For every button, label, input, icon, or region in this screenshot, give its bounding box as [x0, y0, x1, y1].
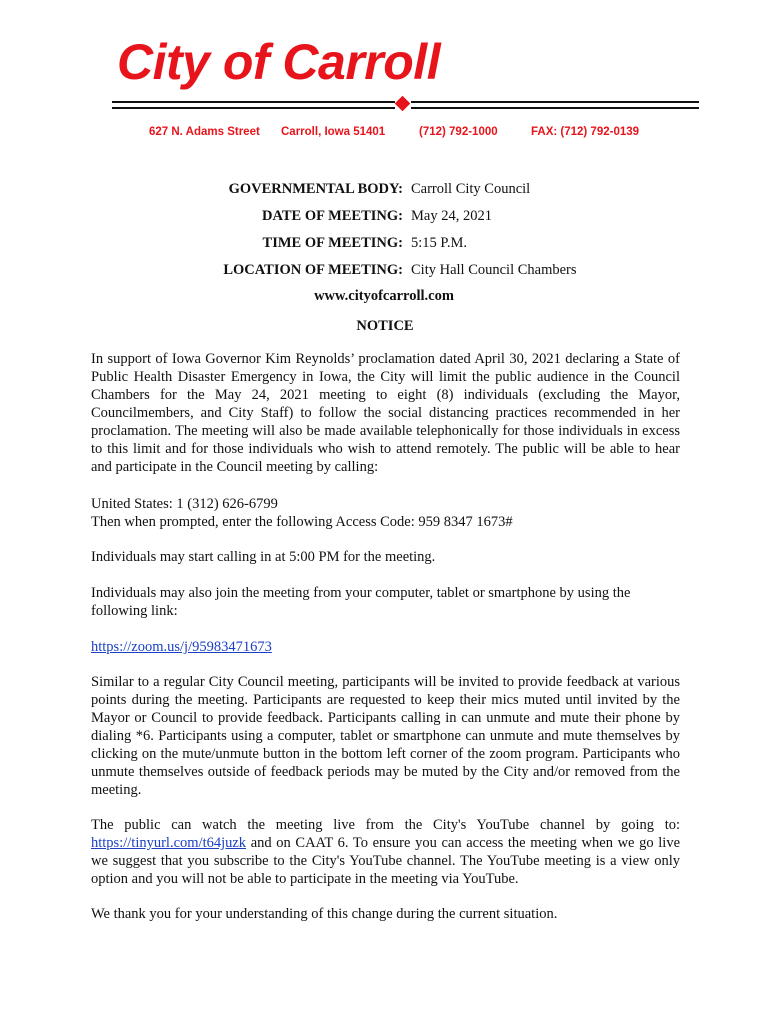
youtube-paragraph: [91, 816, 680, 888]
meta-label: LOCATION OF MEETING:: [223, 262, 403, 278]
header-rule-left-top: [112, 101, 395, 103]
youtube-rest: and on CAAT 6. To ensure you can access the meeting when we go live we suggest that you subscribe to the City's YouTube channel. The YouTube meeting is a view only option and you will not be able to participate in the meeting via YouTube.: [91, 835, 680, 887]
header-rule-right-bottom: [411, 107, 699, 109]
header-rule-right-top: [411, 101, 699, 103]
feedback-paragraph: Similar to a regular City Council meeting, participants will be invited to provide feedback at various points during the meeting. Participants are requested to keep their mics muted until invited by the Mayor or Council to provide feedback. Participants calling in can unmute and mute their phone by dialing *6. Participants using a computer, tablet or smartphone can unmute and mute themselves by clicking on the mute/unmute button in the bottom left corner of the zoom program. Participants who unmute themselves outside of feedback periods may be muted by the City and/or removed from the meeting.: [91, 674, 680, 798]
youtube-intro: The public can watch the meeting live from the City's YouTube channel by going to:: [91, 817, 680, 833]
meta-value: 5:15 P.M.: [411, 235, 468, 251]
zoom-link-line: [91, 638, 680, 656]
meta-label: TIME OF MEETING:: [262, 235, 403, 251]
dial-in-block: [91, 495, 680, 531]
dial-in-phone: United States: 1 (312) 626-6799: [91, 496, 278, 512]
join-computer-text: Individuals may also join the meeting from your computer, tablet or smartphone by using the following link:: [91, 585, 631, 619]
city-title: City of Carroll: [117, 34, 441, 90]
meta-value: City Hall Council Chambers: [411, 262, 577, 278]
diamond-ornament-icon: [395, 96, 411, 112]
meta-label: DATE OF MEETING:: [262, 208, 403, 224]
contact-fax: FAX: (712) 792-0139: [531, 126, 640, 138]
contact-phone: (712) 792-1000: [419, 126, 498, 138]
notice-heading: NOTICE: [356, 318, 414, 334]
dial-in-access-code: Then when prompted, enter the following Access Code: 959 8347 1673#: [91, 514, 513, 530]
youtube-link[interactable]: https://tinyurl.com/t64juzk: [91, 835, 247, 851]
start-calling-text: Individuals may start calling in at 5:00 PM for the meeting.: [91, 549, 436, 565]
meta-value: May 24, 2021: [411, 208, 492, 224]
contact-city: Carroll, Iowa 51401: [281, 126, 386, 138]
proclamation-paragraph: In support of Iowa Governor Kim Reynolds’ proclamation dated April 30, 2021 declaring a State of Public Health Disaster Emergency in Iowa, the City will limit the public audience in the Council Chambers for the May 24, 2021 meeting to eight (8) individuals (excluding the Mayor, Councilmembers, and City Staff) to follow the social distancing practices recommended in her proclamation. The meeting will also be made available telephonically for those individuals in excess to this limit and for those individuals who wish to attend remotely. The public will be able to hear and participate in the Council meeting by calling:: [91, 351, 680, 475]
contact-address: 627 N. Adams Street: [149, 126, 260, 138]
thanks-text: We thank you for your understanding of this change during the current situation.: [91, 906, 558, 922]
meta-value: Carroll City Council: [411, 181, 531, 197]
header-rule-left-bottom: [112, 107, 395, 109]
website-text: www.cityofcarroll.com: [314, 288, 454, 304]
meta-label: GOVERNMENTAL BODY:: [228, 181, 403, 197]
zoom-link[interactable]: https://zoom.us/j/95983471673: [91, 639, 272, 655]
